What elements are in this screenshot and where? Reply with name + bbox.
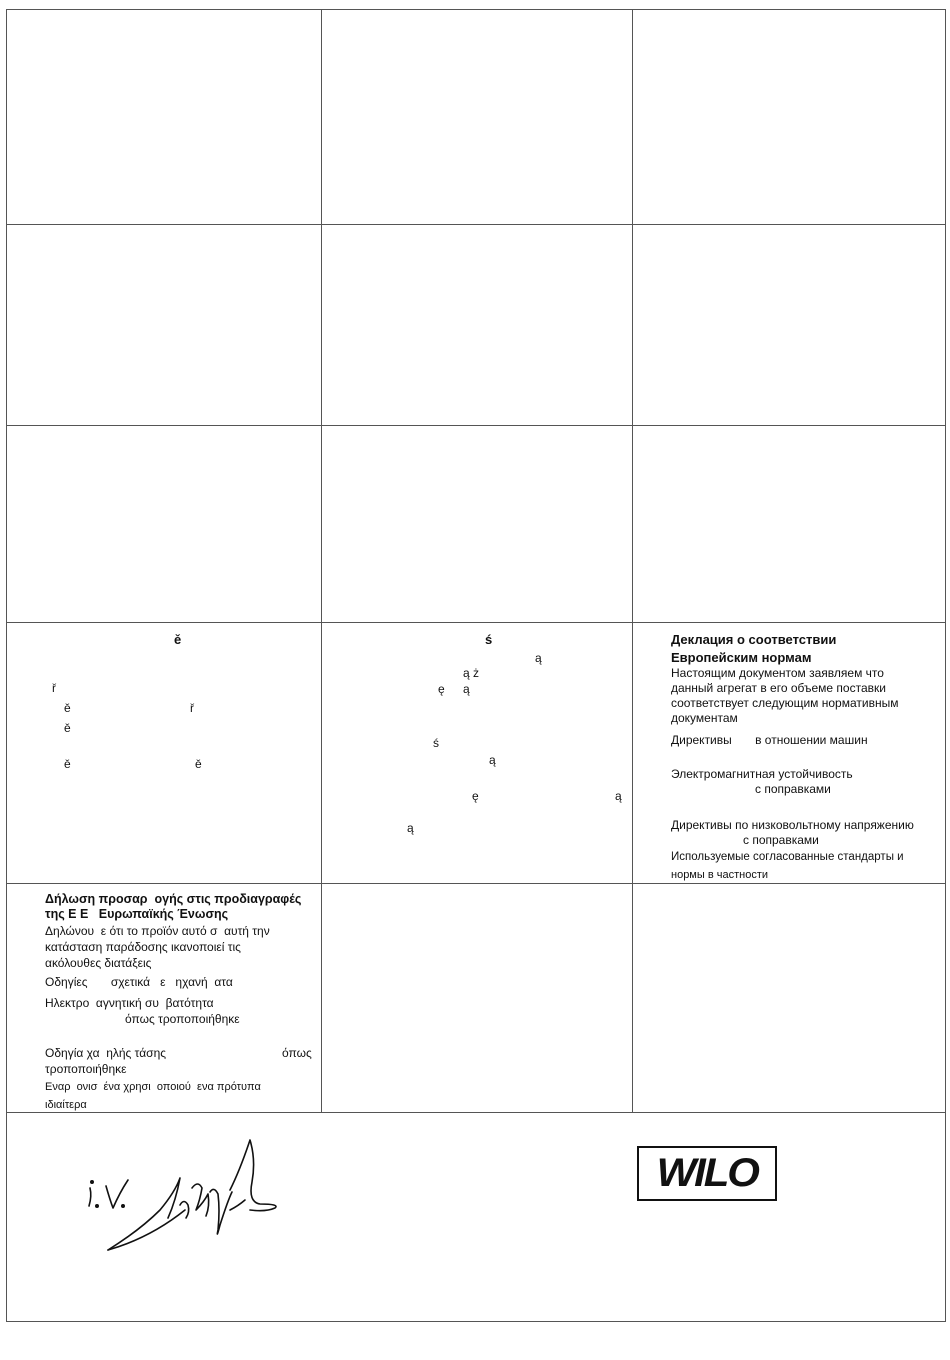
russian-paragraph-line2: данный агрегат в его объеме поставки bbox=[671, 681, 886, 695]
russian-title-line1: Деклация о соответствии bbox=[671, 632, 837, 647]
polish-text-fragment: ś bbox=[433, 736, 439, 750]
russian-emc-directive: Электромагнитная устойчивость bbox=[671, 767, 853, 781]
russian-standards-line1: Используемые согласованные стандарты и bbox=[671, 851, 904, 863]
czech-text-fragment: ě bbox=[195, 757, 202, 771]
polish-text-fragment: ą bbox=[463, 682, 470, 696]
greek-title-line2: της Ε Ε Ευρωπαϊκής Ένωσης bbox=[45, 907, 229, 921]
czech-text-fragment: ě bbox=[64, 701, 71, 715]
polish-text-fragment: ę bbox=[438, 682, 445, 696]
greek-paragraph-line1: Δηλώνου ε ότι το προϊόν αυτό σ αυτή την bbox=[45, 924, 270, 938]
grid-line-left bbox=[6, 9, 7, 1322]
wilo-logo-text: WILO bbox=[656, 1151, 758, 1195]
grid-line-col1 bbox=[321, 9, 322, 1113]
greek-emc-amendment: όπως τροποποιήθηκε bbox=[125, 1012, 240, 1026]
russian-lvd-amendment: с поправками bbox=[743, 833, 819, 847]
greek-emc-directive: Ηλεκτρο αγνητική συ βατότητα bbox=[45, 996, 214, 1010]
russian-lvd-directive: Директивы по низковольтному напряжению bbox=[671, 818, 914, 832]
polish-title-fragment: ś bbox=[485, 632, 493, 647]
polish-text-fragment: ę bbox=[472, 789, 479, 803]
czech-title-fragment: ě bbox=[174, 632, 182, 647]
greek-title-line1: Δήλωση προσαρ ογής στις προδιαγραφές bbox=[45, 892, 302, 906]
greek-paragraph-line2: κατάσταση παράδοσης ικανοποιεί τις bbox=[45, 940, 241, 954]
grid-line-row5 bbox=[6, 1112, 946, 1113]
russian-paragraph-line3: соответствует следующим нормативным bbox=[671, 696, 899, 710]
polish-text-fragment: ą bbox=[407, 821, 414, 835]
czech-text-fragment: ě bbox=[64, 721, 71, 735]
russian-paragraph-line4: документам bbox=[671, 711, 738, 725]
grid-line-row1 bbox=[6, 224, 946, 225]
greek-lvd-directive: Οδηγία χα ηλής τάσης bbox=[45, 1046, 167, 1060]
greek-machine-directive: Οδηγίες σχετικά ε ηχανή ατα bbox=[45, 975, 233, 989]
russian-paragraph-line1: Настоящим документом заявляем что bbox=[671, 666, 884, 680]
polish-text-fragment: ą ż bbox=[463, 666, 480, 680]
greek-lvd-amendment-b: τροποποιήθηκε bbox=[45, 1062, 127, 1076]
russian-title-line2: Европейским нормам bbox=[671, 650, 812, 665]
grid-line-bottom bbox=[6, 1321, 946, 1322]
grid-line-row2 bbox=[6, 425, 946, 426]
greek-paragraph-line3: ακόλουθες διατάξεις bbox=[45, 956, 152, 970]
polish-text-fragment: ą bbox=[615, 789, 622, 803]
grid-line-row3 bbox=[6, 622, 946, 623]
czech-text-fragment: ř bbox=[52, 681, 56, 695]
wilo-logo bbox=[637, 1146, 777, 1201]
russian-standards-line2: нормы в частности bbox=[671, 869, 768, 881]
czech-text-fragment: ř bbox=[190, 701, 194, 715]
grid-line-top bbox=[6, 9, 946, 10]
signature bbox=[80, 1130, 290, 1260]
russian-machine-directive: Директивы в отношении машин bbox=[671, 733, 868, 747]
czech-text-fragment: ě bbox=[64, 757, 71, 771]
greek-standards-line2: ιδιαίτερα bbox=[45, 1099, 87, 1111]
greek-lvd-amendment-a: όπως bbox=[282, 1046, 312, 1060]
grid-line-row4 bbox=[6, 883, 946, 884]
polish-text-fragment: ą bbox=[489, 753, 496, 767]
grid-line-col2 bbox=[632, 9, 633, 1113]
greek-standards-line1: Εναρ ονισ ένα χρησι οποιού ενα πρότυπα bbox=[45, 1081, 261, 1093]
polish-text-fragment: ą bbox=[535, 651, 542, 665]
russian-emc-amendment: с поправками bbox=[755, 782, 831, 796]
grid-line-right bbox=[945, 9, 946, 1322]
